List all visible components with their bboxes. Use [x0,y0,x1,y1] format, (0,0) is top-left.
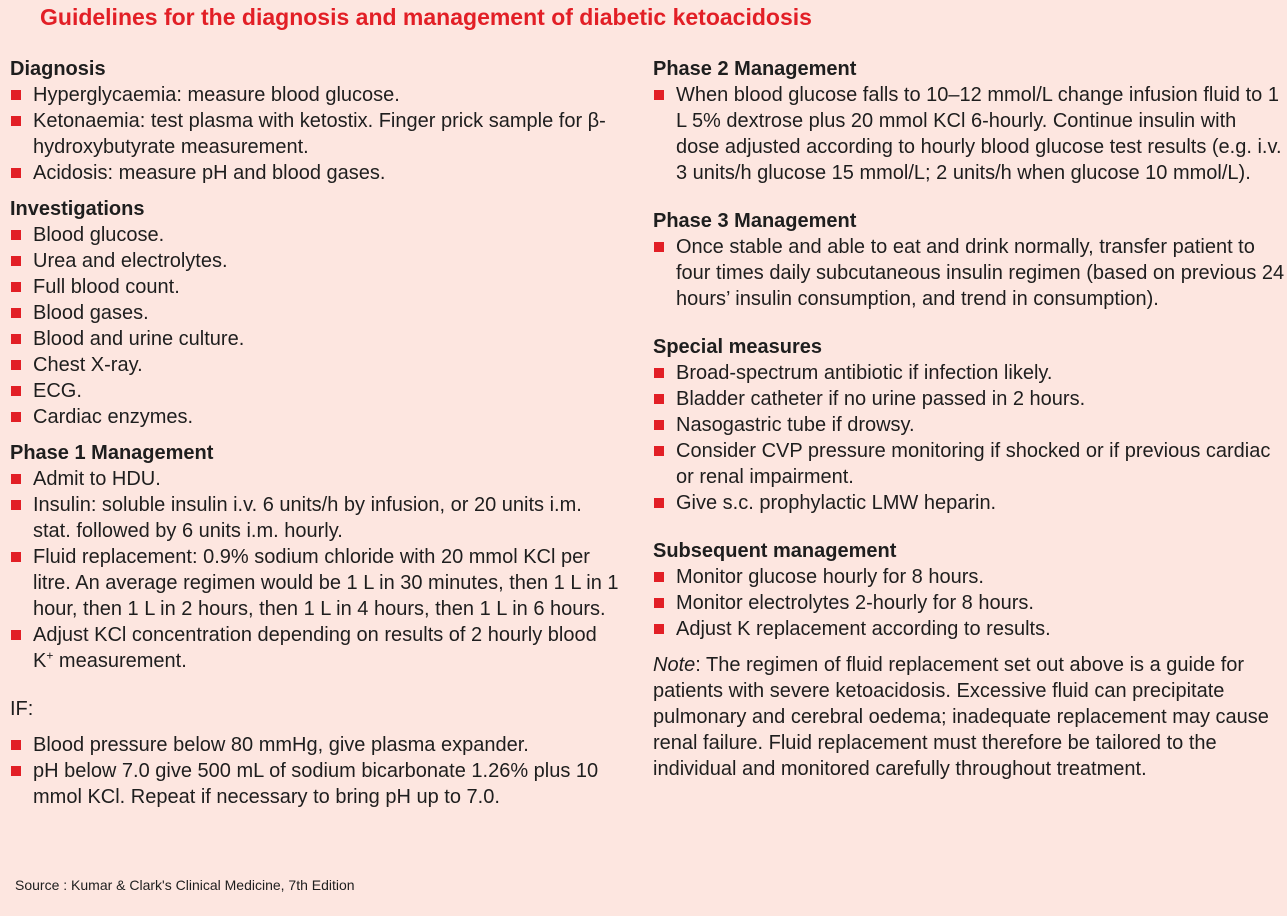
square-bullet-icon [11,740,21,750]
list-item: Urea and electrolytes. [10,248,620,274]
square-bullet-icon [11,500,21,510]
diagnosis-section [10,56,620,186]
list-item: Acidosis: measure pH and blood gases. [10,160,620,186]
phase3-list [653,234,1285,312]
diagnosis-heading: Diagnosis [10,58,106,80]
if-list [10,732,620,810]
square-bullet-icon [11,630,21,640]
phase2-section [653,56,1285,186]
phase1-list [10,466,620,674]
right-column [653,56,1285,782]
square-bullet-icon [654,624,664,634]
square-bullet-icon [11,168,21,178]
list-item: Monitor glucose hourly for 8 hours. [653,564,1285,590]
phase1-section [10,440,620,674]
phase2-list [653,82,1285,186]
square-bullet-icon [11,116,21,126]
list-item: Bladder catheter if no urine passed in 2 hours. [653,386,1285,412]
square-bullet-icon [654,90,664,100]
square-bullet-icon [654,598,664,608]
square-bullet-icon [654,572,664,582]
list-item: Nasogastric tube if drowsy. [653,412,1285,438]
special-measures-heading: Special measures [653,336,822,358]
source-citation: Source : Kumar & Clark's Clinical Medicine, 7th Edition [15,877,355,893]
square-bullet-icon [11,230,21,240]
left-column [10,56,620,810]
phase3-heading: Phase 3 Management [653,210,857,232]
square-bullet-icon [654,368,664,378]
square-bullet-icon [11,90,21,100]
note-text: : The regimen of fluid replacement set out above is a guide for patients with severe ketoacidosis. Excessive fluid can precipitate pulmonary and cerebral oedema; inadequate replacement may cause renal failure. Fluid replacement must therefore be tailored to the individual and monitored carefully throughout treatment. [653,654,1269,780]
square-bullet-icon [11,282,21,292]
list-item: Fluid replacement: 0.9% sodium chloride with 20 mmol KCl per litre. An average regimen would be 1 L in 30 minutes, then 1 L in 1 hour, then 1 L in 2 hours, then 1 L in 4 hours, then 1 L in 6 hours. [10,544,620,622]
square-bullet-icon [11,308,21,318]
list-item: Full blood count. [10,274,620,300]
list-item: Cardiac enzymes. [10,404,620,430]
list-item: pH below 7.0 give 500 mL of sodium bicarbonate 1.26% plus 10 mmol KCl. Repeat if necessary to bring pH up to 7.0. [10,758,620,810]
phase2-heading: Phase 2 Management [653,58,857,80]
list-item: Insulin: soluble insulin i.v. 6 units/h by infusion, or 20 units i.m. stat. followed by 6 units i.m. hourly. [10,492,620,544]
square-bullet-icon [11,256,21,266]
investigations-section [10,196,620,430]
note-label: Note [653,654,696,676]
subsequent-management-list [653,564,1285,642]
list-item: Blood and urine culture. [10,326,620,352]
list-item: Broad-spectrum antibiotic if infection likely. [653,360,1285,386]
square-bullet-icon [11,552,21,562]
list-item: Ketonaemia: test plasma with ketostix. Finger prick sample for β-hydroxybutyrate measurement. [10,108,620,160]
list-item: Give s.c. prophylactic LMW heparin. [653,490,1285,516]
square-bullet-icon [11,360,21,370]
if-label: IF: [10,698,34,720]
note-paragraph [653,652,1285,782]
page-title: Guidelines for the diagnosis and management of diabetic ketoacidosis [40,4,812,30]
square-bullet-icon [654,498,664,508]
subsequent-management-section [653,538,1285,642]
list-item: Adjust K replacement according to results. [653,616,1285,642]
if-section [10,696,620,810]
square-bullet-icon [654,242,664,252]
list-item: Blood pressure below 80 mmHg, give plasma expander. [10,732,620,758]
investigations-heading: Investigations [10,198,145,220]
square-bullet-icon [11,412,21,422]
list-item: Consider CVP pressure monitoring if shocked or if previous cardiac or renal impairment. [653,438,1285,490]
diagnosis-list [10,82,620,186]
square-bullet-icon [11,334,21,344]
list-item: Monitor electrolytes 2-hourly for 8 hours. [653,590,1285,616]
special-measures-section [653,334,1285,516]
phase1-heading: Phase 1 Management [10,442,214,464]
list-item: Blood gases. [10,300,620,326]
square-bullet-icon [11,386,21,396]
square-bullet-icon [654,446,664,456]
list-item: Adjust KCl concentration depending on results of 2 hourly blood K+ measurement. [10,622,620,674]
phase3-section [653,208,1285,312]
list-item: ECG. [10,378,620,404]
list-item: When blood glucose falls to 10–12 mmol/L change infusion fluid to 1 L 5% dextrose plus 20 mmol KCl 6-hourly. Continue insulin with dose adjusted according to hourly blood glucose test results (e.g. i.v. 3 units/h glucose 15 mmol/L; 2 units/h when glucose 10 mmol/L). [653,82,1285,186]
square-bullet-icon [11,474,21,484]
square-bullet-icon [654,420,664,430]
list-item: Hyperglycaemia: measure blood glucose. [10,82,620,108]
list-item: Once stable and able to eat and drink normally, transfer patient to four times daily subcutaneous insulin regimen (based on previous 24 hours’ insulin consumption, and trend in consumption). [653,234,1285,312]
special-measures-list [653,360,1285,516]
subsequent-management-heading: Subsequent management [653,540,897,562]
square-bullet-icon [11,766,21,776]
list-item: Blood glucose. [10,222,620,248]
list-item: Chest X-ray. [10,352,620,378]
investigations-list [10,222,620,430]
square-bullet-icon [654,394,664,404]
list-item: Admit to HDU. [10,466,620,492]
